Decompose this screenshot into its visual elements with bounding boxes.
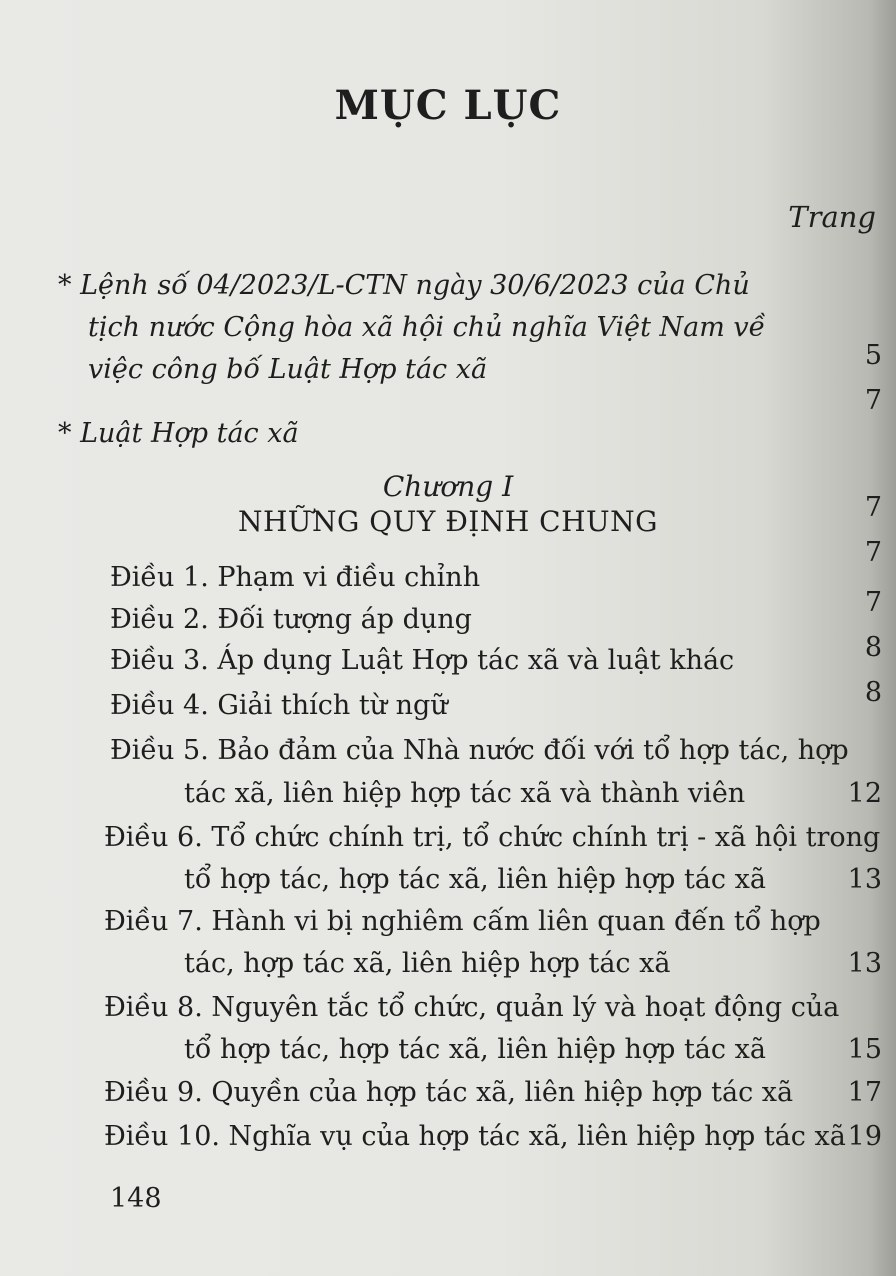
toc-page-number: 8: [864, 632, 882, 663]
page-title: MỤC LỤC: [334, 82, 562, 129]
toc-page-number: 7: [864, 492, 882, 523]
toc-page-number: 15: [847, 1034, 882, 1065]
toc-entry-line: [58, 270, 750, 301]
toc-article-line: Điều 10. Nghĩa vụ của hợp tác xã, liên hiệp hợp tác xã: [104, 1121, 846, 1152]
toc-article-line: Điều 4. Giải thích từ ngữ: [110, 690, 448, 721]
toc-page-number: 13: [847, 948, 882, 979]
toc-article-line: tác xã, liên hiệp hợp tác xã và thành viên: [184, 778, 746, 809]
toc-article-line: Điều 3. Áp dụng Luật Hợp tác xã và luật khác: [110, 645, 735, 676]
toc-page-number: 13: [847, 864, 882, 895]
toc-page-number: 19: [847, 1121, 882, 1152]
toc-article-line: Điều 7. Hành vi bị nghiêm cấm liên quan đến tổ hợp: [104, 906, 821, 937]
toc-article-line: Điều 9. Quyền của hợp tác xã, liên hiệp hợp tác xã: [104, 1077, 794, 1108]
footer-page-number: 148: [110, 1183, 162, 1214]
toc-entry-line: việc công bố Luật Hợp tác xã: [88, 354, 488, 385]
chapter-label: Chương I: [382, 470, 514, 503]
toc-page-number: 7: [864, 587, 882, 618]
bullet-asterisk: *: [58, 270, 72, 301]
toc-entry-text: Lệnh số 04/2023/L-CTN ngày 30/6/2023 của Chủ: [80, 270, 750, 301]
toc-article-line: tác, hợp tác xã, liên hiệp hợp tác xã: [184, 948, 671, 979]
toc-page-number: 17: [847, 1077, 882, 1108]
chapter-title: NHỮNG QUY ĐỊNH CHUNG: [237, 505, 658, 538]
toc-article-line: Điều 5. Bảo đảm của Nhà nước đối với tổ hợp tác, hợp: [110, 735, 849, 766]
toc-page-number: 7: [864, 537, 882, 568]
toc-article-line: Điều 2. Đối tượng áp dụng: [110, 604, 472, 635]
toc-article-line: Điều 1. Phạm vi điều chỉnh: [110, 562, 481, 593]
toc-entry-line: tịch nước Cộng hòa xã hội chủ nghĩa Việt Nam về: [88, 312, 766, 343]
toc-page-number: 8: [864, 677, 882, 708]
toc-entry-line: [58, 418, 299, 449]
toc-page-number: 7: [864, 385, 882, 416]
toc-article-line: Điều 8. Nguyên tắc tổ chức, quản lý và hoạt động của: [104, 992, 840, 1023]
toc-page-number: 5: [864, 340, 882, 371]
toc-page-number: 12: [847, 778, 882, 809]
toc-article-line: Điều 6. Tổ chức chính trị, tổ chức chính trị - xã hội trong: [104, 822, 881, 853]
toc-article-line: tổ hợp tác, hợp tác xã, liên hiệp hợp tác xã: [184, 864, 766, 895]
toc-entry-text: Luật Hợp tác xã: [80, 418, 299, 449]
page-column-label: Trang: [788, 200, 876, 234]
toc-article-line: tổ hợp tác, hợp tác xã, liên hiệp hợp tác xã: [184, 1034, 766, 1065]
bullet-asterisk: *: [58, 418, 72, 449]
